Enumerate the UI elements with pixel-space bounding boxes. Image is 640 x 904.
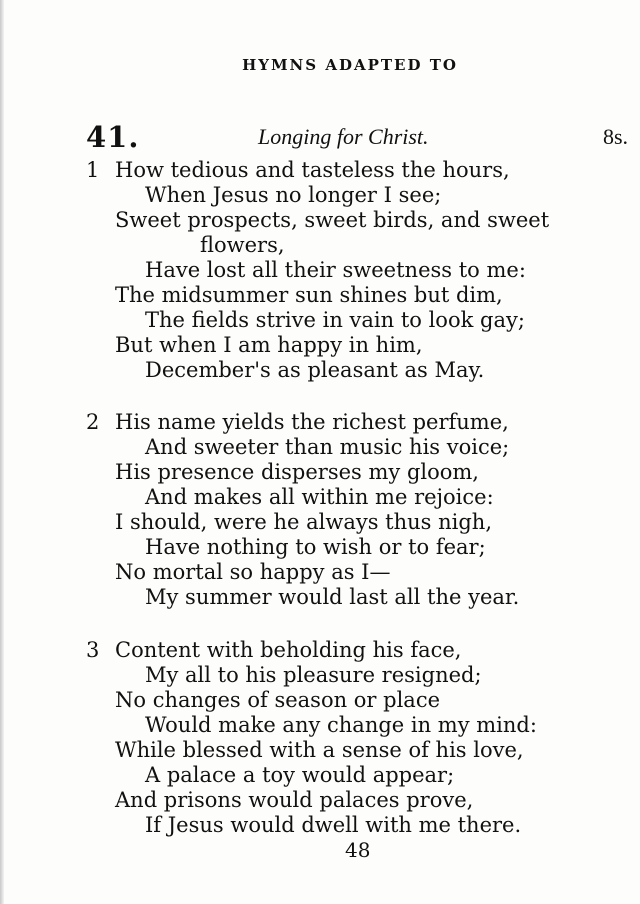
- verse-line: If Jesus would dwell with me there.: [145, 813, 522, 837]
- verse-line: Have lost all their sweetness to me:: [145, 258, 526, 282]
- verse-line: Content with beholding his face,: [115, 638, 462, 662]
- hymn-meter: 8s.: [603, 124, 629, 149]
- verse-line: And sweeter than music his voice;: [145, 435, 510, 459]
- running-head: HYMNS ADAPTED TO: [242, 56, 458, 74]
- verse-line: Would make any change in my mind:: [145, 713, 537, 737]
- verse-line: But when I am happy in him,: [115, 333, 423, 357]
- verse-line: While blessed with a sense of his love,: [115, 738, 524, 762]
- verse-line: A palace a toy would appear;: [145, 763, 455, 787]
- verse-line: Have nothing to wish or to fear;: [145, 535, 486, 559]
- verse-number: 3: [86, 638, 100, 662]
- verse-line: No changes of season or place: [115, 688, 441, 712]
- verse-line: And prisons would palaces prove,: [115, 788, 474, 812]
- verse-line: My summer would last all the year.: [145, 585, 520, 609]
- verse-line: My all to his pleasure resigned;: [145, 663, 482, 687]
- verse-line: His name yields the richest perfume,: [115, 410, 509, 434]
- verse-line: How tedious and tasteless the hours,: [115, 158, 510, 182]
- verse-line: When Jesus no longer I see;: [145, 183, 442, 207]
- verse-line: December's as pleasant as May.: [145, 358, 485, 382]
- verse-line: The fields strive in vain to look gay;: [145, 308, 525, 332]
- verse-number: 1: [86, 158, 100, 182]
- verse-line: The midsummer sun shines but dim,: [115, 283, 503, 307]
- hymn-title: Longing for Christ.: [258, 124, 429, 149]
- verse-line: I should, were he always thus nigh,: [115, 510, 492, 534]
- verse-line: Sweet prospects, sweet birds, and sweet: [115, 208, 550, 232]
- verse-line: flowers,: [200, 233, 285, 257]
- page-gutter-edge: [0, 0, 4, 904]
- verse-line: No mortal so happy as I—: [115, 560, 391, 584]
- page-number: 48: [345, 838, 371, 862]
- verse-line: And makes all within me rejoice:: [145, 485, 494, 509]
- verse-line: His presence disperses my gloom,: [115, 460, 479, 484]
- verse-number: 2: [86, 410, 100, 434]
- hymn-number: 41.: [86, 120, 140, 154]
